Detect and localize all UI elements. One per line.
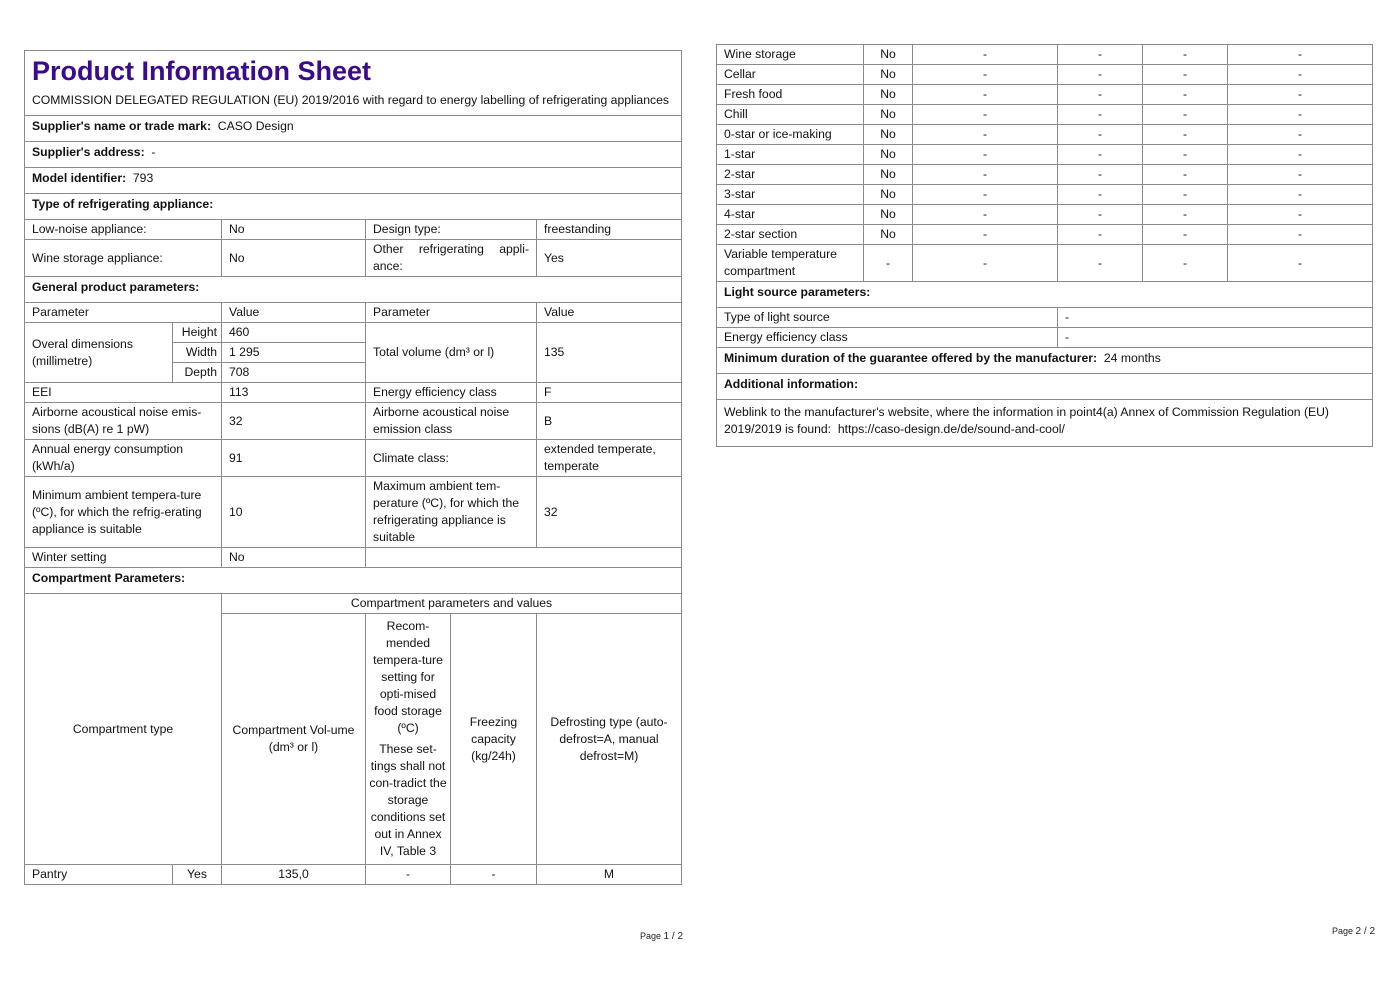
compartment-temperature: - <box>1058 145 1143 165</box>
compartment-type: Fresh food <box>717 85 864 105</box>
param-label: Airborne acoustical noise emis-sions (dB(A) re 1 pW) <box>25 403 222 440</box>
dimensions-label: Overal dimensions (millimetre) <box>25 323 173 383</box>
param-value: 91 <box>222 440 366 477</box>
compartment-volume: - <box>913 105 1058 125</box>
param-value-2: extended temperate, temperate <box>537 440 682 477</box>
compartment-freezing: - <box>451 865 537 885</box>
compartment-present: - <box>864 245 913 282</box>
param-value-2: 32 <box>537 477 682 548</box>
page-number-1: Page 1 / 2 <box>640 931 684 942</box>
compartment-volume: - <box>913 225 1058 245</box>
compartment-type: Cellar <box>717 65 864 85</box>
general-heading: General product parameters: <box>25 277 682 303</box>
compartment-volume: - <box>913 45 1058 65</box>
light-source-heading: Light source parameters: <box>717 282 1373 308</box>
compartment-present: No <box>864 65 913 85</box>
guarantee-row <box>717 348 1373 374</box>
product-info-table-page-1 <box>24 50 682 885</box>
compartment-present: No <box>864 45 913 65</box>
compartment-defrost: - <box>1228 245 1373 282</box>
type-value-2: freestanding <box>537 220 682 240</box>
compartment-volume: - <box>913 205 1058 225</box>
param-value: 113 <box>222 383 366 403</box>
compartment-freezing: - <box>1143 65 1228 85</box>
compartment-present: No <box>864 165 913 185</box>
light-row <box>717 308 1373 328</box>
dimension-name: Height <box>173 323 222 343</box>
type-value: No <box>222 240 366 277</box>
page-number-2: Page 2 / 2 <box>1332 926 1376 937</box>
compartment-defrost: - <box>1228 105 1373 125</box>
additional-info-heading: Additional information: <box>717 374 1373 400</box>
compartment-volume: - <box>913 245 1058 282</box>
compartment-freezing: - <box>1143 245 1228 282</box>
product-info-table-page-2 <box>716 44 1373 447</box>
compartment-group-header: Compartment parameters and values <box>222 594 682 614</box>
model-identifier-label: Model identifier: <box>32 171 127 185</box>
general-row <box>25 383 682 403</box>
title-cell <box>25 51 682 116</box>
compartment-row <box>717 225 1373 245</box>
compartment-defrost: - <box>1228 205 1373 225</box>
page-1 <box>24 50 681 885</box>
compartment-type: 0-star or ice-making <box>717 125 864 145</box>
compartment-freezing: - <box>1143 185 1228 205</box>
param-label: Annual energy consumption (kWh/a) <box>25 440 222 477</box>
compartment-volume: - <box>913 125 1058 145</box>
dimension-value: 460 <box>222 323 366 343</box>
compartment-type: 1-star <box>717 145 864 165</box>
compartment-row <box>717 245 1373 282</box>
weblink-url[interactable]: https://caso-design.de/de/sound-and-cool/ <box>837 422 1065 436</box>
compartment-present: No <box>864 185 913 205</box>
type-label: Wine storage appliance: <box>25 240 222 277</box>
light-value: - <box>1058 328 1373 348</box>
guarantee-label: Minimum duration of the guarantee offered by the manufacturer: <box>724 351 1098 365</box>
compartment-row <box>717 125 1373 145</box>
compartment-defrost: - <box>1228 185 1373 205</box>
compartment-type-header: Compartment type <box>25 594 222 865</box>
compartment-volume: - <box>913 85 1058 105</box>
param-label: EEI <box>25 383 222 403</box>
compartment-volume: - <box>913 165 1058 185</box>
compartment-temperature: - <box>1058 185 1143 205</box>
dimension-value: 1 295 <box>222 343 366 363</box>
param-label-2: Energy efficiency class <box>366 383 537 403</box>
compartment-row <box>717 45 1373 65</box>
column-header: Parameter <box>25 303 222 323</box>
compartment-temperature: - <box>1058 245 1143 282</box>
param-label: Winter setting <box>25 548 222 568</box>
compartment-freezing: - <box>1143 105 1228 125</box>
dimension-value: 708 <box>222 363 366 383</box>
compartment-type: 2-star <box>717 165 864 185</box>
param-value: 10 <box>222 477 366 548</box>
compartment-freezing: - <box>1143 225 1228 245</box>
freezing-capacity-header: Freezing capacity (kg/24h) <box>451 614 537 865</box>
type-label-2: Other refrigerating appli-ance: <box>366 240 537 277</box>
param-value: 32 <box>222 403 366 440</box>
param-value-2: F <box>537 383 682 403</box>
type-label: Low-noise appliance: <box>25 220 222 240</box>
compartment-row <box>717 85 1373 105</box>
light-label: Type of light source <box>717 308 1058 328</box>
guarantee-value: 24 months <box>1103 351 1161 365</box>
compartment-row <box>717 65 1373 85</box>
compartment-defrost: - <box>1228 125 1373 145</box>
supplier-address-value: - <box>151 145 156 159</box>
compartment-present: No <box>864 85 913 105</box>
compartment-volume: - <box>913 185 1058 205</box>
compartment-temperature: - <box>1058 65 1143 85</box>
compartment-type: Wine storage <box>717 45 864 65</box>
compartment-temperature: - <box>1058 225 1143 245</box>
dimension-name: Depth <box>173 363 222 383</box>
compartment-present: No <box>864 205 913 225</box>
compartment-heading: Compartment Parameters: <box>25 568 682 594</box>
compartment-freezing: - <box>1143 165 1228 185</box>
compartment-type: 3-star <box>717 185 864 205</box>
supplier-address-row <box>25 142 682 168</box>
compartment-defrost: - <box>1228 45 1373 65</box>
compartment-type: Variable temperature compartment <box>717 245 864 282</box>
compartment-present: No <box>864 125 913 145</box>
compartment-temperature: - <box>1058 105 1143 125</box>
supplier-name-label: Supplier's name or trade mark: <box>32 119 211 133</box>
compartment-row <box>25 865 682 885</box>
compartment-freezing: - <box>1143 45 1228 65</box>
page-2 <box>716 44 1372 447</box>
compartment-temperature: - <box>1058 85 1143 105</box>
weblink-row <box>717 400 1373 447</box>
compartment-temperature: - <box>366 865 451 885</box>
column-header: Value <box>537 303 682 323</box>
compartment-present: No <box>864 225 913 245</box>
compartment-row <box>717 145 1373 165</box>
compartment-temperature: - <box>1058 125 1143 145</box>
param-value-2: B <box>537 403 682 440</box>
param-label-2: Maximum ambient tem-perature (ºC), for which the refrigerating appliance is suitable <box>366 477 537 548</box>
supplier-name-row <box>25 116 682 142</box>
general-row <box>25 403 682 440</box>
compartment-type: 2-star section <box>717 225 864 245</box>
compartment-type: Chill <box>717 105 864 125</box>
param-label-2: Climate class: <box>366 440 537 477</box>
compartment-row <box>717 205 1373 225</box>
compartment-volume: 135,0 <box>222 865 366 885</box>
light-value: - <box>1058 308 1373 328</box>
empty-cell <box>366 548 682 568</box>
compartment-freezing: - <box>1143 125 1228 145</box>
compartment-volume-header: Compartment Vol-ume (dm³ or l) <box>222 614 366 865</box>
compartment-defrost: - <box>1228 65 1373 85</box>
compartment-defrost: M <box>537 865 682 885</box>
supplier-address-label: Supplier's address: <box>32 145 145 159</box>
compartment-header-row <box>25 594 682 614</box>
compartment-freezing: - <box>1143 145 1228 165</box>
compartment-defrost: - <box>1228 145 1373 165</box>
light-label: Energy efficiency class <box>717 328 1058 348</box>
type-label-2: Design type: <box>366 220 537 240</box>
type-heading: Type of refrigerating appliance: <box>25 194 682 220</box>
compartment-defrost: - <box>1228 165 1373 185</box>
param-label-2: Airborne acoustical noise emission class <box>366 403 537 440</box>
compartment-volume: - <box>913 65 1058 85</box>
temperature-note-text: These set-tings shall not con-tradict the storage conditions set out in Annex IV, Table 3 <box>369 742 447 858</box>
compartment-type: 4-star <box>717 205 864 225</box>
weblink-text: Weblink to the manufacturer's website, where the information in point4(a) Annex of Commission Regulation (EU) 2019/2019 is found: <box>724 405 1329 436</box>
compartment-freezing: - <box>1143 205 1228 225</box>
compartment-row <box>717 185 1373 205</box>
type-row <box>25 240 682 277</box>
compartment-defrost: - <box>1228 225 1373 245</box>
param-label: Minimum ambient tempera-ture (ºC), for which the refrig-erating appliance is suitable <box>25 477 222 548</box>
page-title: Product Information Sheet <box>32 56 372 86</box>
compartment-row <box>717 105 1373 125</box>
compartment-present: Yes <box>173 865 222 885</box>
compartment-present: No <box>864 105 913 125</box>
general-header-row <box>25 303 682 323</box>
column-header: Parameter <box>366 303 537 323</box>
compartment-defrost: - <box>1228 85 1373 105</box>
regulation-text: COMMISSION DELEGATED REGULATION (EU) 2019/2016 with regard to energy labelling of refrigerating appliances <box>32 93 669 107</box>
compartment-temperature: - <box>1058 205 1143 225</box>
defrosting-type-header: Defrosting type (auto-defrost=A, manual defrost=M) <box>537 614 682 865</box>
supplier-name-value: CASO Design <box>217 119 294 133</box>
type-value-2: Yes <box>537 240 682 277</box>
dimension-row <box>25 323 682 343</box>
compartment-row <box>717 165 1373 185</box>
compartment-freezing: - <box>1143 85 1228 105</box>
type-value: No <box>222 220 366 240</box>
model-identifier-row <box>25 168 682 194</box>
compartment-type: Pantry <box>25 865 173 885</box>
general-row <box>25 548 682 568</box>
total-volume-value: 135 <box>537 323 682 383</box>
compartment-present: No <box>864 145 913 165</box>
recommended-temperature-header <box>366 614 451 865</box>
light-row <box>717 328 1373 348</box>
param-value: No <box>222 548 366 568</box>
compartment-temperature: - <box>1058 45 1143 65</box>
compartment-temperature: - <box>1058 165 1143 185</box>
column-header: Value <box>222 303 366 323</box>
compartment-volume: - <box>913 145 1058 165</box>
type-row <box>25 220 682 240</box>
dimension-name: Width <box>173 343 222 363</box>
total-volume-label: Total volume (dm³ or l) <box>366 323 537 383</box>
general-row <box>25 440 682 477</box>
general-row <box>25 477 682 548</box>
model-identifier-value: 793 <box>132 171 154 185</box>
recommended-temperature-text: Recom-mended tempera-ture setting for opti-mised food storage (ºC) <box>373 619 443 735</box>
